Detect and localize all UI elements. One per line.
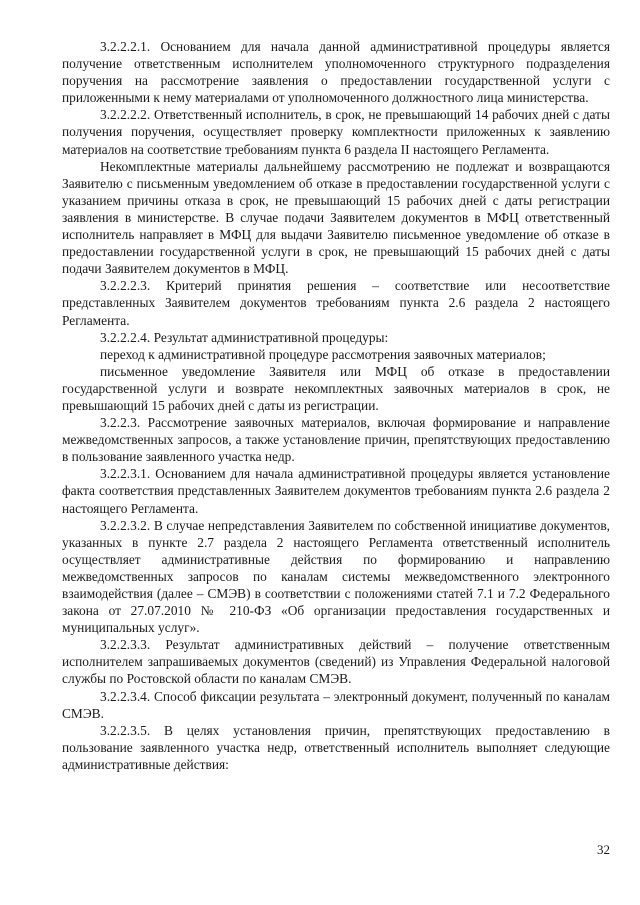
paragraph: 3.2.2.3. Рассмотрение заявочных материалов, включая формирование и направление межведомственных запросов, а также установление причин, препятствующих предоставлению в пользование заявленного участка недр. xyxy=(62,415,610,465)
paragraph: 3.2.2.2.4. Результат административной процедуры: xyxy=(100,329,389,345)
paragraph: 3.2.2.3.1. Основанием для начала административной процедуры является установление факта соответствия представленных Заявителем документов требованиям пункта 2.6 раздела 2 настоящего Регламента. xyxy=(62,466,610,516)
document-body xyxy=(62,38,610,773)
paragraph: 3.2.2.2.1. Основанием для начала данной административной процедуры является получение ответственным исполнителем уполномоченного структурного подразделения поручения на рассмотрение заявления о предоставлении государственной услуги с приложенными к нему материалами от уполномоченного должностного лица министерства. xyxy=(62,39,610,106)
paragraph: 3.2.2.3.3. Результат административных действий – получение ответственным исполнителем запрашиваемых документов (сведений) из Управления Федеральной налоговой службы по Ростовской области по каналам СМЭВ. xyxy=(62,637,610,687)
page-number: 32 xyxy=(597,842,610,857)
paragraph: 3.2.2.3.2. В случае непредставления Заявителем по собственной инициативе документов, указанных в пункте 2.7 раздела 2 настоящего Регламента ответственный исполнитель осуществляет административные действия по формированию и направлению межведомственных запросов по каналам системы межведомственного электронного взаимодействия (далее – СМЭВ) в соответствии с положениями статей 7.1 и 7.2 Федерального закона от 27.07.2010 № 210-ФЗ «Об организации предоставления государственных и муниципальных услуг». xyxy=(62,517,610,636)
paragraph: 3.2.2.2.2. Ответственный исполнитель, в срок, не превышающий 14 рабочих дней с даты получения поручения, осуществляет проверку комплектности приложенных к заявлению материалов на соответствие требованиям пункта 6 раздела II настоящего Регламента. xyxy=(62,107,610,157)
paragraph: письменное уведомление Заявителя или МФЦ об отказе в предоставлении государственной услуги и возврате некомплектных заявочных материалов в срок, не превышающий 15 рабочих дней с даты из регистрации. xyxy=(62,363,610,413)
paragraph: 3.2.2.2.3. Критерий принятия решения – соответствие или несоответствие представленных Заявителем документов требованиям пункта 2.6 раздела 2 настоящего Регламента. xyxy=(62,278,610,328)
paragraph: 3.2.2.3.4. Способ фиксации результата – электронный документ, полученный по каналам СМЭВ. xyxy=(62,688,610,721)
paragraph: Некомплектные материалы дальнейшему рассмотрению не подлежат и возвращаются Заявителю с письменным уведомлением об отказе в предоставлении государственной услуги с указанием причины отказа в срок, не превышающий 15 рабочих дней с даты регистрации заявления в министерстве. В случае подачи Заявителем документов в МФЦ ответственный исполнитель направляет в МФЦ для выдачи Заявителю письменное уведомление об отказе в предоставлении государственной услуги в срок, не превышающий 15 рабочих дней с даты подачи Заявителем документов в МФЦ. xyxy=(62,158,610,277)
paragraph: 3.2.2.3.5. В целях установления причин, препятствующих предоставлению в пользование заявленного участка недр, ответственный исполнитель выполняет следующие административные действия: xyxy=(62,722,610,772)
paragraph: переход к административной процедуре рассмотрения заявочных материалов; xyxy=(100,346,546,362)
